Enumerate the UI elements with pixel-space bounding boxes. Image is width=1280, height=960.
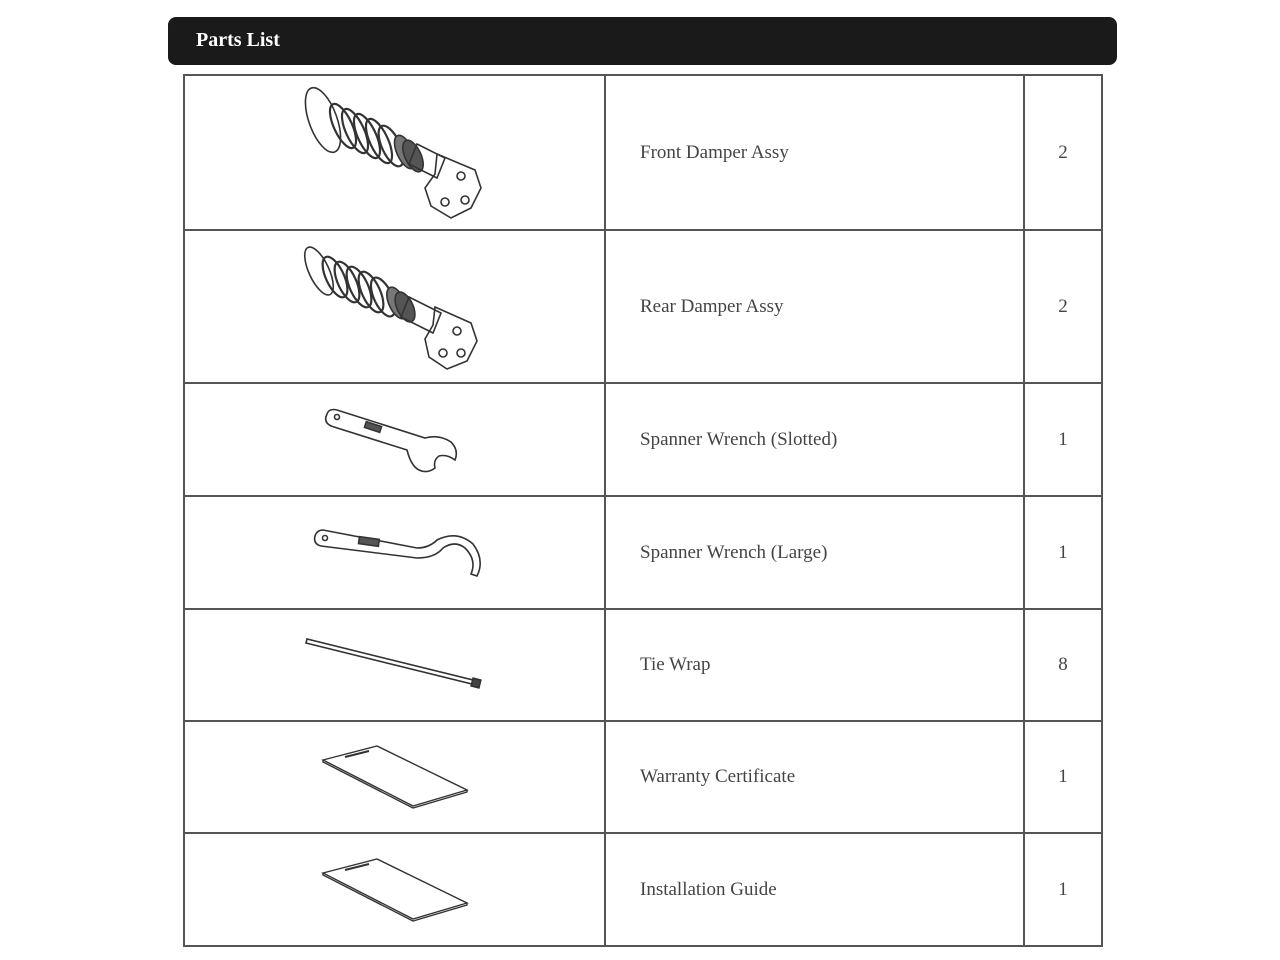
installation-guide-icon	[315, 855, 475, 925]
part-image-cell	[184, 230, 605, 383]
table-row	[184, 383, 1102, 496]
front-damper-icon	[285, 78, 505, 228]
table-row	[184, 609, 1102, 721]
part-name-cell	[605, 383, 1024, 496]
part-name: Spanner Wrench (Slotted)	[640, 428, 838, 450]
part-qty-cell	[1024, 383, 1102, 496]
table-row	[184, 721, 1102, 833]
part-image-cell	[184, 75, 605, 230]
part-name: Installation Guide	[640, 878, 777, 900]
table-row	[184, 496, 1102, 609]
part-name-cell	[605, 75, 1024, 230]
slotted-spanner-wrench-icon	[315, 400, 475, 480]
part-name: Warranty Certificate	[640, 766, 796, 787]
part-qty: 2	[1058, 141, 1068, 163]
part-qty-cell	[1024, 230, 1102, 383]
warranty-certificate-icon	[315, 742, 475, 812]
part-name: Rear Damper Assy	[640, 295, 784, 317]
part-image-cell	[184, 721, 605, 833]
part-qty: 1	[1058, 428, 1068, 450]
part-name: Tie Wrap	[640, 654, 711, 675]
part-name-cell	[605, 230, 1024, 383]
part-image-cell	[184, 609, 605, 721]
part-qty: 8	[1058, 654, 1068, 675]
part-image-cell	[184, 833, 605, 946]
part-name-cell	[605, 609, 1024, 721]
table-row	[184, 75, 1102, 230]
part-qty-cell	[1024, 609, 1102, 721]
part-qty-cell	[1024, 75, 1102, 230]
part-qty-cell	[1024, 721, 1102, 833]
parts-list-title: Parts List	[196, 29, 280, 51]
tie-wrap-icon	[300, 635, 490, 695]
parts-list-header	[168, 17, 1117, 65]
part-qty: 2	[1058, 295, 1068, 317]
part-qty-cell	[1024, 496, 1102, 609]
part-name: Spanner Wrench (Large)	[640, 541, 828, 563]
part-name: Front Damper Assy	[640, 141, 789, 163]
large-spanner-wrench-icon	[305, 518, 485, 588]
part-name-cell	[605, 833, 1024, 946]
table-row	[184, 833, 1102, 946]
part-name-cell	[605, 496, 1024, 609]
part-name-cell	[605, 721, 1024, 833]
part-image-cell	[184, 383, 605, 496]
part-qty: 1	[1058, 766, 1068, 787]
part-qty: 1	[1058, 541, 1068, 563]
rear-damper-icon	[285, 237, 505, 377]
part-image-cell	[184, 496, 605, 609]
part-qty: 1	[1058, 878, 1068, 900]
parts-table	[183, 74, 1103, 947]
table-row	[184, 230, 1102, 383]
part-qty-cell	[1024, 833, 1102, 946]
